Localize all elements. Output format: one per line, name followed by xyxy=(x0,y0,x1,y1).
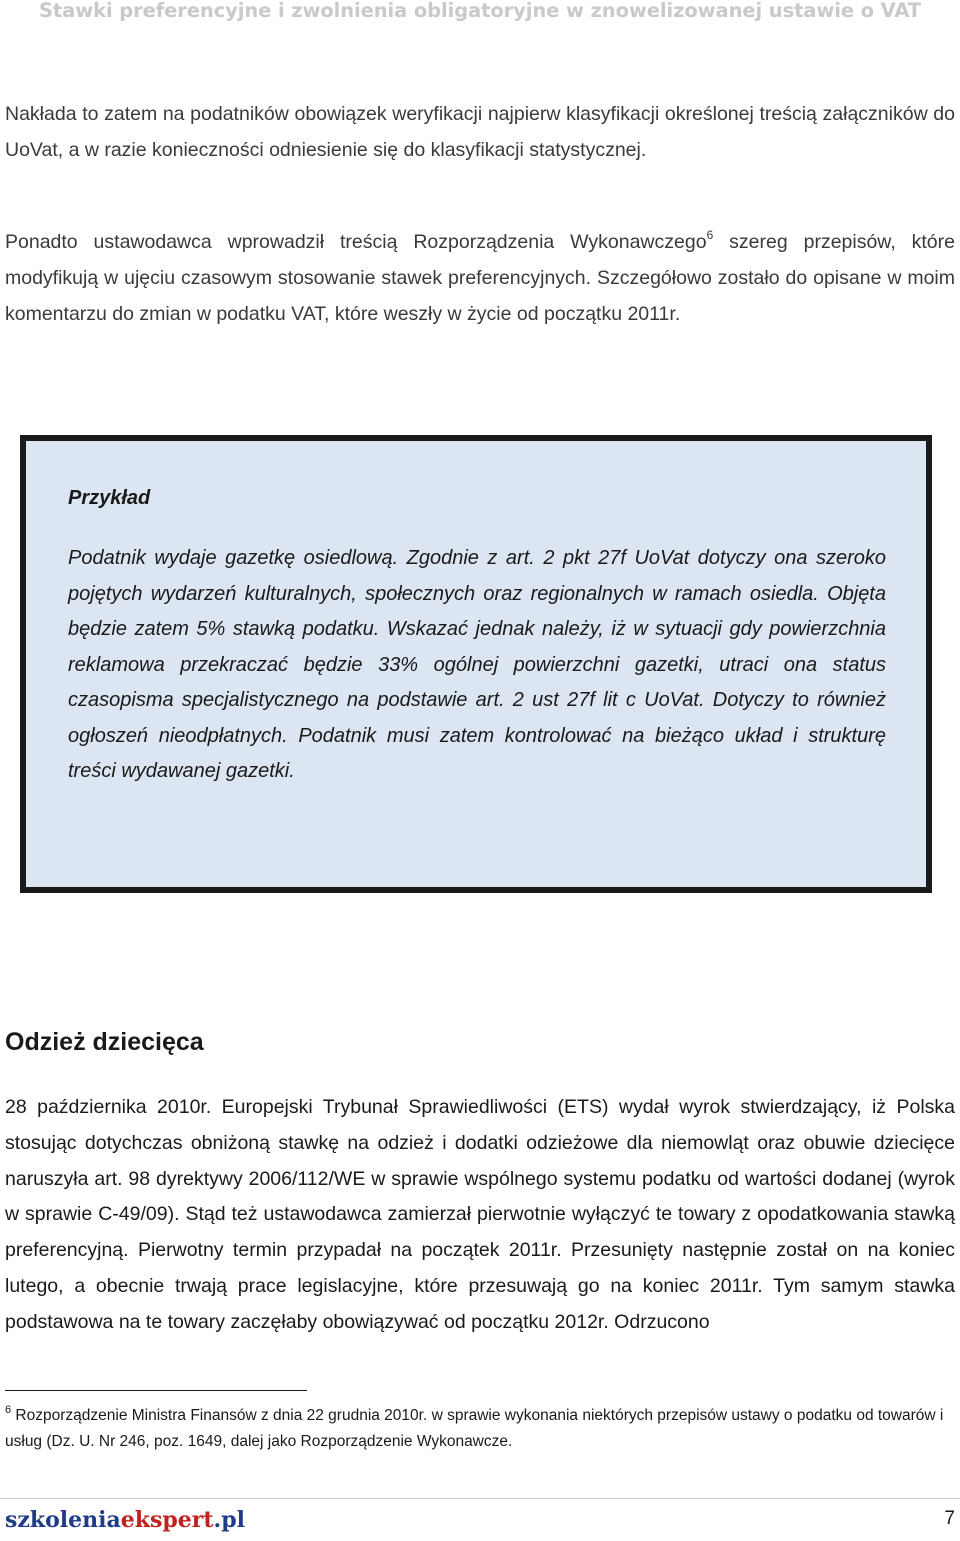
brand-logo-part-szkolenia: szkolenia xyxy=(5,1507,121,1533)
footnote-text: Rozporządzenie Ministra Finansów z dnia 22 grudnia 2010r. w sprawie wykonania niektórych przepisów ustawy o podatku od towarów i usług (Dz. U. Nr 246, poz. 1649, dalej jako Rozporządzenie Wykonawcze. xyxy=(5,1407,944,1450)
footer-separator xyxy=(0,1498,960,1499)
section-paragraph: 28 października 2010r. Europejski Trybunał Sprawiedliwości (ETS) wydał wyrok stwierdzający, iż Polska stosując dotychczas obniżoną stawkę na odzież i dodatki odzieżowe dla niemowląt oraz obuwie dziecięce naruszyła art. 98 dyrektywy 2006/112/WE w sprawie wspólnego systemu podatku od wartości dodanej (wyrok w sprawie C-49/09). Stąd też ustawodawca zamierzał pierwotnie wyłączyć te towary z opodatkowania stawką preferencyjną. Pierwotny termin przypadał na początek 2011r. Przesunięty następnie został on na koniec lutego, a obecnie trwają prace legislacyjne, które przesuwają go na koniec 2011r. Tym samym stawka podstawowa na te towary zaczęłaby obowiązywać od początku 2012r. Odrzucono xyxy=(5,1096,955,1333)
running-header: Stawki preferencyjne i zwolnienia obligatoryjne w znowelizowanej ustawie o VAT xyxy=(38,0,921,22)
section-heading: Odzież dziecięca xyxy=(5,1028,204,1056)
footnote-separator xyxy=(5,1390,307,1391)
paragraph-classification: Nakłada to zatem na podatników obowiązek weryfikacji najpierw klasyfikacji określonej treścią załączników do UoVat, a w razie konieczności odniesienie się do klasyfikacji statystycznej. xyxy=(5,103,955,161)
example-box xyxy=(20,435,932,893)
example-title: Przykład xyxy=(68,487,151,509)
paragraph-regulation xyxy=(5,224,955,332)
footnote xyxy=(5,1403,955,1455)
example-text: Podatnik wydaje gazetkę osiedlową. Zgodnie z art. 2 pkt 27f UoVat dotyczy ona szeroko pojętych wydarzeń kulturalnych, społecznych oraz regionalnych w ramach osiedla. Objęta będzie zatem 5% stawką podatku. Wskazać jednak należy, iż w sytuacji gdy powierzchnia reklamowa przekraczać będzie 33% ogólnej powierzchni gazetki, utraci ona status czasopisma specjalistycznego na podstawie art. 2 ust 27f lit c UoVat. Dotyczy to również ogłoszeń nieodpłatnych. Podatnik musi zatem kontrolować na bieżąco układ i strukturę treści wydawanej gazetki. xyxy=(68,547,886,782)
paragraph-regulation-text-end: szereg przepisów, które modyfikują w ujęciu czasowym stosowanie stawek preferencyjnych. Szczegółowo zostało do opisane w moim komentarzu do zmian w podatku VAT, które weszły w życie od początku 2011r. xyxy=(5,231,955,325)
page-number: 7 xyxy=(944,1508,955,1529)
footnote-number: 6 xyxy=(5,1404,12,1416)
brand-logo-part-ekspert: ekspert xyxy=(120,1507,214,1533)
brand-logo[interactable] xyxy=(5,1507,245,1533)
paragraph-regulation-text-start: Ponadto ustawodawca wprowadził treścią Rozporządzenia Wykonawczego xyxy=(5,231,707,253)
footnote-reference[interactable]: 6 xyxy=(706,228,714,242)
brand-logo-part-pl: .pl xyxy=(213,1507,245,1533)
